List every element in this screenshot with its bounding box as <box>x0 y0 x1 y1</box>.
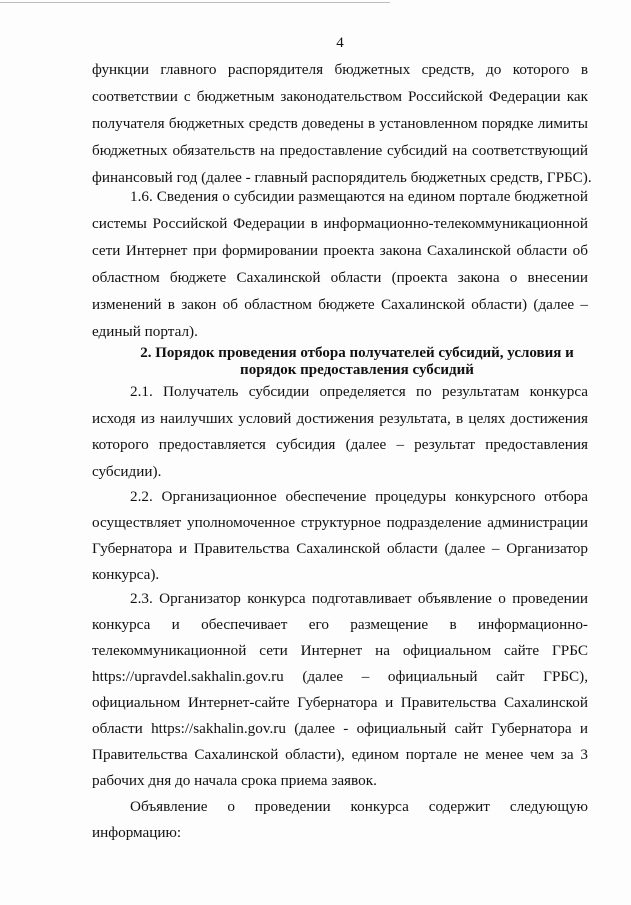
paragraph-line: изменений в закон об областном бюджете Сахалинской области) (далее – <box>92 296 588 313</box>
paragraph-line: системы Российской Федерации в информационно-телекоммуникационной <box>92 215 588 232</box>
paragraph-line: финансовый год (далее - главный распорядитель бюджетных средств, ГРБС). <box>92 169 592 186</box>
paragraph-line: сети Интернет при формировании проекта закона Сахалинской области об <box>92 242 588 259</box>
paragraph-line: телекоммуникационной сети Интернет на официальном сайте ГРБС <box>92 642 588 659</box>
paragraph-line: информацию: <box>92 824 182 841</box>
paragraph-line: 2.3. Организатор конкурса подготавливает объявление о проведении <box>130 590 588 607</box>
section-heading: 2. Порядок проведения отбора получателей субсидий, условия и <box>140 345 574 361</box>
paragraph-line: которого предоставляется субсидия (далее – результат предоставления <box>92 436 588 453</box>
paragraph-line: Правительства Сахалинской области), едином портале не менее чем за 3 <box>92 746 588 763</box>
paragraph-line: конкурса). <box>92 566 160 583</box>
scan-edge-line <box>0 2 390 3</box>
paragraph-line: официальном Интернет-сайте Губернатора и Правительства Сахалинской <box>92 694 588 711</box>
paragraph-line: 1.6. Сведения о субсидии размещаются на едином портале бюджетной <box>130 188 588 205</box>
paragraph-line: областном бюджете Сахалинской области (проекта закона о внесении <box>92 269 588 286</box>
paragraph-line: 2.1. Получатель субсидии определяется по результатам конкурса <box>130 383 588 400</box>
section-heading: порядок предоставления субсидий <box>240 362 474 378</box>
paragraph-line: исходя из наилучших условий достижения результата, в целях достижения <box>92 410 588 427</box>
paragraph-line: получателя бюджетных средств доведены в установленном порядке лимиты <box>92 115 588 132</box>
paragraph-line: Объявление о проведении конкурса содержит следующую <box>130 798 588 815</box>
paragraph-line: единый портал). <box>92 323 198 340</box>
paragraph-line: осуществляет уполномоченное структурное подразделение администрации <box>92 514 588 531</box>
paragraph-line: рабочих дня до начала срока приема заявок. <box>92 772 377 789</box>
paragraph-line: https://upravdel.sakhalin.gov.ru (далее – официальный сайт ГРБС), <box>92 668 588 685</box>
paragraph-line: бюджетных обязательств на предоставление субсидий на соответствующий <box>92 142 588 159</box>
paragraph-line: конкурса и обеспечивает его размещение в информационно- <box>92 616 588 633</box>
paragraph-line: субсидии). <box>92 463 162 480</box>
paragraph-line: области https://sakhalin.gov.ru (далее - официальный сайт Губернатора и <box>92 720 588 737</box>
paragraph-line: соответствии с бюджетным законодательством Российской Федерации как <box>92 88 588 105</box>
paragraph-line: 2.2. Организационное обеспечение процедуры конкурсного отбора <box>130 488 588 505</box>
paragraph-line: Губернатора и Правительства Сахалинской области (далее – Организатор <box>92 540 588 557</box>
paragraph-line: функции главного распорядителя бюджетных средств, до которого в <box>92 61 588 78</box>
page-number: 4 <box>336 35 344 51</box>
